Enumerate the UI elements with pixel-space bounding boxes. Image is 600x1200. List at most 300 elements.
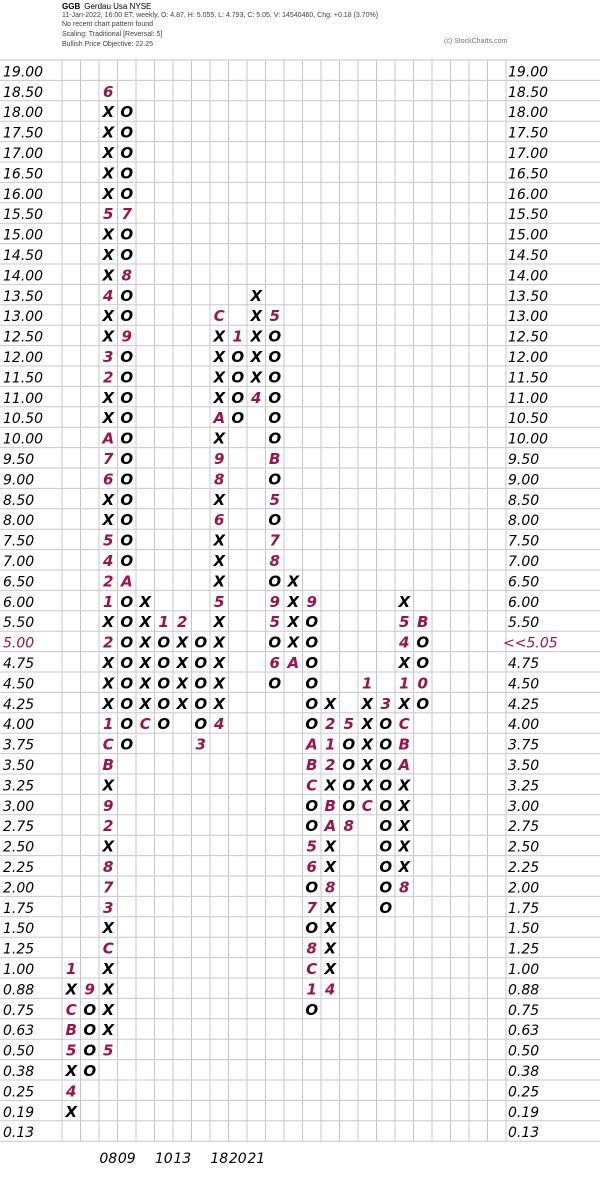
- y-axis-label-right: 6.50: [508, 574, 540, 591]
- x-box: X: [102, 327, 115, 346]
- y-axis-label-left: 2.50: [3, 839, 35, 856]
- month-marker: 1: [325, 735, 336, 754]
- y-axis-label-right: 3.00: [508, 798, 540, 815]
- month-marker: 5: [269, 613, 280, 632]
- month-marker: B: [306, 756, 318, 774]
- x-box: X: [324, 858, 337, 876]
- y-axis-label-left: 5.00: [3, 635, 35, 652]
- y-axis-label-right: 18.00: [508, 105, 549, 122]
- y-axis-label-right: 15.00: [508, 227, 549, 244]
- month-marker: 2: [325, 756, 336, 774]
- y-axis-label-right: 3.50: [508, 758, 540, 774]
- month-marker: 7: [103, 450, 114, 468]
- x-axis-year-label: 08: [99, 1151, 118, 1168]
- o-box: O: [120, 592, 134, 611]
- y-axis-label-left: 4.00: [3, 717, 35, 734]
- o-box: O: [268, 674, 282, 693]
- x-box: X: [102, 613, 115, 632]
- month-marker: 8: [306, 939, 317, 958]
- month-marker: 9: [269, 592, 280, 611]
- month-marker: 1: [362, 674, 373, 693]
- x-axis-year-label: 20: [228, 1151, 247, 1168]
- y-axis-label-right: 9.50: [508, 452, 540, 468]
- o-box: O: [379, 715, 393, 734]
- x-box: X: [102, 674, 115, 693]
- y-axis-label-left: 7.00: [3, 554, 35, 570]
- x-box: X: [102, 776, 115, 795]
- o-box: O: [342, 796, 356, 815]
- chart-quote-info: 11-Jan-2022, 16:00 ET, weekly, O: 4.87, H: 5.055, L: 4.793, C: 5.05, V: 14540460, Chg: +0.18 (3.70%): [62, 12, 379, 19]
- y-axis-label-right: 14.50: [508, 248, 549, 264]
- x-box: X: [213, 531, 226, 550]
- o-box: O: [120, 633, 134, 652]
- y-axis-label-right: 4.25: [508, 696, 540, 713]
- month-marker: 1: [103, 715, 114, 734]
- o-box: O: [194, 674, 208, 693]
- x-box: X: [213, 368, 226, 387]
- month-marker: 4: [66, 1082, 77, 1101]
- month-marker: 9: [306, 592, 317, 611]
- month-marker: 5: [66, 1041, 77, 1060]
- month-marker: C: [102, 735, 114, 754]
- o-box: O: [120, 552, 134, 570]
- x-box: X: [324, 960, 337, 978]
- y-axis-label-right: 19.00: [508, 64, 549, 81]
- month-marker: 7: [103, 878, 114, 897]
- y-axis-label-left: 17.00: [3, 146, 44, 162]
- y-axis-label-left: 19.00: [3, 64, 44, 81]
- month-marker: A: [213, 409, 226, 428]
- y-axis-label-left: 1.25: [3, 941, 35, 958]
- y-axis-label-right: 16.50: [508, 166, 549, 183]
- y-axis-label-right: 17.00: [508, 146, 549, 162]
- o-box: O: [120, 368, 134, 387]
- y-axis-label-left: 13.50: [3, 288, 44, 305]
- o-box: O: [305, 817, 319, 836]
- month-marker: 5: [343, 715, 354, 734]
- x-axis-year-label: 21: [247, 1151, 266, 1168]
- o-box: O: [120, 388, 134, 407]
- x-box: X: [213, 348, 226, 366]
- y-axis-label-left: 5.50: [3, 615, 35, 632]
- month-marker: 5: [399, 613, 410, 632]
- month-marker: 2: [103, 633, 114, 652]
- o-box: O: [231, 368, 245, 387]
- month-marker: B: [269, 450, 281, 468]
- x-box: X: [213, 327, 226, 346]
- y-axis-label-right: 0.63: [508, 1023, 540, 1040]
- month-marker: 8: [103, 858, 114, 876]
- y-axis-label-right: 0.13: [508, 1125, 540, 1142]
- x-box: X: [361, 756, 374, 774]
- o-box: O: [305, 919, 319, 938]
- y-axis-label-right: 10.00: [508, 431, 549, 448]
- x-box: X: [398, 858, 411, 876]
- y-axis-label-left: 6.50: [3, 574, 35, 591]
- o-box: O: [120, 511, 134, 530]
- x-box: X: [139, 674, 152, 693]
- y-axis-label-right: 2.50: [508, 839, 540, 856]
- month-marker: 9: [84, 980, 95, 999]
- chart-symbol: GGB: [62, 2, 81, 11]
- x-box: X: [102, 246, 115, 264]
- month-marker: A: [120, 572, 133, 591]
- y-axis-label-left: 2.25: [3, 860, 35, 876]
- o-box: O: [157, 654, 171, 672]
- y-axis-label-left: 3.50: [3, 758, 35, 774]
- x-box: X: [250, 286, 263, 305]
- y-axis-label-left: 16.50: [3, 166, 44, 183]
- x-box: X: [324, 694, 337, 713]
- y-axis-label-right: 1.25: [508, 941, 540, 958]
- o-box: O: [379, 776, 393, 795]
- o-box: O: [120, 103, 134, 122]
- y-axis-label-left: 0.25: [3, 1084, 35, 1101]
- x-box: X: [324, 919, 337, 938]
- y-axis-label-right: 11.00: [508, 390, 549, 407]
- x-box: X: [213, 429, 226, 448]
- y-axis-label-left: 18.50: [3, 84, 44, 101]
- month-marker: 3: [195, 735, 206, 754]
- x-box: X: [102, 409, 115, 428]
- y-axis-label-right: 1.75: [508, 900, 540, 917]
- y-axis-label-left: 11.00: [3, 390, 44, 407]
- x-box: X: [176, 674, 189, 693]
- o-box: O: [231, 388, 245, 407]
- y-axis-label-left: 0.13: [3, 1125, 35, 1142]
- o-box: O: [268, 572, 282, 591]
- o-box: O: [342, 776, 356, 795]
- o-box: O: [379, 837, 393, 856]
- y-axis-label-left: 14.00: [3, 268, 44, 285]
- y-axis-label-right: 0.38: [508, 1064, 540, 1080]
- y-axis-label-left: 2.00: [3, 880, 35, 897]
- x-box: X: [324, 898, 337, 917]
- chart-company-name: Gerdau Usa NYSE: [84, 2, 152, 11]
- o-box: O: [120, 144, 134, 162]
- month-marker: 2: [103, 817, 114, 836]
- x-box: X: [102, 919, 115, 938]
- month-marker: 6: [214, 511, 225, 530]
- o-box: O: [120, 735, 134, 754]
- month-marker: 5: [269, 490, 280, 509]
- x-box: X: [176, 694, 189, 713]
- y-axis-label-left: 8.00: [3, 513, 35, 530]
- month-marker: B: [398, 735, 410, 754]
- month-marker: 8: [121, 266, 132, 285]
- y-axis-label-right: 3.75: [508, 737, 540, 754]
- x-box: X: [139, 633, 152, 652]
- month-marker: 1: [232, 327, 243, 346]
- y-axis-label-left: 12.00: [3, 350, 44, 366]
- x-box: X: [287, 613, 300, 632]
- month-marker: 7: [121, 205, 132, 224]
- month-marker: C: [398, 715, 410, 734]
- x-box: X: [139, 694, 152, 713]
- o-box: O: [268, 327, 282, 346]
- y-axis-label-left: 3.75: [3, 737, 35, 754]
- month-marker: 8: [399, 878, 410, 897]
- y-axis-label-right: 8.50: [508, 492, 540, 509]
- o-box: O: [268, 429, 282, 448]
- o-box: O: [305, 715, 319, 734]
- month-marker: 0: [417, 674, 428, 693]
- month-marker: 4: [399, 633, 410, 652]
- x-box: X: [102, 144, 115, 162]
- o-box: O: [305, 878, 319, 897]
- x-box: X: [250, 348, 263, 366]
- o-box: O: [268, 348, 282, 366]
- y-axis-label-right: 16.00: [508, 186, 549, 203]
- x-box: X: [102, 103, 115, 122]
- x-axis-year-label: 09: [117, 1151, 136, 1168]
- y-axis-label-left: 0.38: [3, 1064, 35, 1080]
- month-marker: B: [324, 796, 336, 815]
- o-box: O: [268, 470, 282, 489]
- month-marker: 2: [103, 368, 114, 387]
- o-box: O: [268, 388, 282, 407]
- y-axis-label-left: 0.50: [3, 1043, 35, 1060]
- y-axis-label-right: 2.00: [508, 880, 540, 897]
- y-axis-label-left: 0.63: [3, 1023, 35, 1040]
- y-axis-label-right: 0.50: [508, 1043, 540, 1060]
- month-marker: A: [398, 756, 411, 774]
- month-marker: A: [287, 654, 300, 672]
- y-axis-label-right: 6.00: [508, 594, 540, 611]
- month-marker: 8: [325, 878, 336, 897]
- y-axis-label-right: 14.00: [508, 268, 549, 285]
- month-marker: 4: [251, 388, 262, 407]
- x-box: X: [65, 980, 78, 999]
- x-box: X: [102, 225, 115, 244]
- x-box: X: [324, 939, 337, 958]
- month-marker: 3: [380, 694, 391, 713]
- month-marker: 8: [343, 817, 354, 836]
- x-box: X: [102, 388, 115, 407]
- y-axis-label-right: 4.00: [508, 717, 540, 734]
- x-box: X: [213, 613, 226, 632]
- y-axis-label-right: 11.50: [508, 370, 549, 387]
- x-box: X: [398, 817, 411, 836]
- x-box: X: [213, 694, 226, 713]
- month-marker: B: [417, 613, 429, 632]
- month-marker: 1: [158, 613, 169, 632]
- o-box: O: [305, 1000, 319, 1019]
- y-axis-label-right: 0.88: [508, 982, 540, 999]
- o-box: O: [120, 307, 134, 326]
- o-box: O: [120, 613, 134, 632]
- month-marker: A: [305, 735, 318, 754]
- o-box: O: [120, 184, 134, 203]
- o-box: O: [305, 654, 319, 672]
- month-marker: A: [102, 429, 115, 448]
- y-axis-label-left: 2.75: [3, 819, 35, 836]
- y-axis-label-right: 7.00: [508, 554, 540, 570]
- y-axis-label-left: 4.50: [3, 676, 35, 693]
- x-axis-year-label: 10: [154, 1151, 173, 1168]
- y-axis-label-left: 6.00: [3, 594, 35, 611]
- x-box: X: [287, 572, 300, 591]
- y-axis-label-left: 8.50: [3, 492, 35, 509]
- y-axis-label-left: 13.00: [3, 309, 44, 326]
- o-box: O: [120, 450, 134, 468]
- x-axis-year-label: 13: [173, 1151, 192, 1168]
- o-box: O: [416, 694, 430, 713]
- month-marker: A: [324, 817, 337, 836]
- y-axis-label-left: 7.50: [3, 533, 35, 550]
- month-marker: B: [102, 756, 114, 774]
- o-box: O: [194, 654, 208, 672]
- x-box: X: [102, 837, 115, 856]
- y-axis-label-left: 0.19: [3, 1104, 35, 1121]
- o-box: O: [157, 715, 171, 734]
- y-axis-label-right: 9.00: [508, 472, 540, 489]
- o-box: O: [83, 1062, 97, 1080]
- o-box: O: [416, 633, 430, 652]
- x-box: X: [102, 1021, 115, 1040]
- month-marker: 5: [103, 531, 114, 550]
- y-axis-label-left: 3.00: [3, 798, 35, 815]
- y-axis-label-right: 3.25: [508, 778, 540, 795]
- o-box: O: [379, 756, 393, 774]
- x-box: X: [324, 776, 337, 795]
- month-marker: 9: [121, 327, 132, 346]
- y-axis-label-right: 0.25: [508, 1084, 540, 1101]
- month-marker: C: [102, 939, 114, 958]
- y-axis-label-right: 12.00: [508, 350, 549, 366]
- month-marker: 9: [214, 450, 225, 468]
- o-box: O: [120, 286, 134, 305]
- y-axis-label-left: 1.50: [3, 921, 35, 938]
- x-box: X: [102, 490, 115, 509]
- o-box: O: [120, 694, 134, 713]
- o-box: O: [194, 694, 208, 713]
- chart-scaling-note: Scaling: Traditional [Reversal: 5]: [62, 31, 163, 38]
- month-marker: C: [306, 960, 318, 978]
- o-box: O: [379, 796, 393, 815]
- x-box: X: [361, 715, 374, 734]
- o-box: O: [83, 1021, 97, 1040]
- x-box: X: [176, 633, 189, 652]
- copyright-label: (c) StockCharts.com: [444, 38, 508, 45]
- month-marker: 7: [306, 898, 317, 917]
- x-box: X: [139, 654, 152, 672]
- x-box: X: [361, 776, 374, 795]
- y-axis-label-right: 7.50: [508, 533, 540, 550]
- month-marker: 8: [269, 552, 280, 570]
- o-box: O: [268, 409, 282, 428]
- month-marker: 2: [177, 613, 188, 632]
- month-marker: 4: [103, 286, 114, 305]
- o-box: O: [120, 674, 134, 693]
- x-box: X: [139, 613, 152, 632]
- y-axis-label-left: 4.75: [3, 656, 35, 672]
- o-box: O: [231, 409, 245, 428]
- y-axis-label-left: 0.75: [3, 1002, 35, 1019]
- y-axis-label-left: 3.25: [3, 778, 35, 795]
- y-axis-label-right: 2.25: [508, 860, 540, 876]
- x-box: X: [250, 368, 263, 387]
- o-box: O: [268, 368, 282, 387]
- month-marker: 5: [269, 307, 280, 326]
- y-axis-label-right: 4.75: [508, 656, 540, 672]
- o-box: O: [379, 735, 393, 754]
- o-box: O: [305, 633, 319, 652]
- month-marker: 4: [103, 552, 114, 570]
- o-box: O: [157, 633, 171, 652]
- o-box: O: [157, 694, 171, 713]
- month-marker: 5: [103, 205, 114, 224]
- x-box: X: [102, 654, 115, 672]
- y-axis-label-right: 13.50: [508, 288, 549, 305]
- o-box: O: [120, 715, 134, 734]
- y-axis-label-right: 10.50: [508, 411, 549, 428]
- x-box: X: [287, 592, 300, 611]
- x-box: X: [398, 654, 411, 672]
- o-box: O: [120, 246, 134, 264]
- month-marker: B: [65, 1021, 77, 1040]
- x-box: X: [213, 388, 226, 407]
- month-marker: 1: [306, 980, 317, 999]
- x-box: X: [176, 654, 189, 672]
- o-box: O: [120, 123, 134, 142]
- y-axis-label-right: 15.50: [508, 207, 549, 224]
- y-axis-label-right: 18.50: [508, 84, 549, 101]
- y-axis-label-left: 15.00: [3, 227, 44, 244]
- y-axis-label-left: 12.50: [3, 329, 44, 346]
- x-box: X: [250, 307, 263, 326]
- y-axis-label-right: 1.00: [508, 962, 540, 978]
- x-box: X: [213, 674, 226, 693]
- y-axis-label-left: 10.00: [3, 431, 44, 448]
- month-marker: 6: [103, 82, 114, 101]
- month-marker: 1: [103, 592, 114, 611]
- month-marker: 5: [214, 592, 225, 611]
- chart-price-objective: Bullish Price Objective: 22.25: [62, 41, 154, 48]
- month-marker: 6: [269, 654, 280, 672]
- x-box: X: [213, 633, 226, 652]
- x-box: X: [102, 694, 115, 713]
- x-box: X: [398, 592, 411, 611]
- month-marker: 6: [306, 858, 317, 876]
- y-axis-label-left: 0.88: [3, 982, 35, 999]
- month-marker: C: [139, 715, 151, 734]
- x-box: X: [398, 837, 411, 856]
- o-box: O: [231, 348, 245, 366]
- o-box: O: [379, 858, 393, 876]
- month-marker: 4: [325, 980, 336, 999]
- month-marker: 3: [103, 348, 114, 366]
- x-box: X: [102, 1000, 115, 1019]
- x-box: X: [213, 552, 226, 570]
- o-box: O: [120, 654, 134, 672]
- o-box: O: [120, 470, 134, 489]
- x-box: X: [213, 490, 226, 509]
- o-box: O: [268, 511, 282, 530]
- y-axis-label-right: 17.50: [508, 125, 549, 142]
- month-marker: 3: [103, 898, 114, 917]
- y-axis-label-right: 0.19: [508, 1104, 540, 1121]
- month-marker: 9: [103, 796, 114, 815]
- y-axis-label-right: 5.50: [508, 615, 540, 632]
- o-box: O: [120, 531, 134, 550]
- o-box: O: [120, 429, 134, 448]
- y-axis-label-right: 13.00: [508, 309, 549, 326]
- y-axis-label-left: 9.00: [3, 472, 35, 489]
- y-axis-label-left: 9.50: [3, 452, 35, 468]
- o-box: O: [305, 796, 319, 815]
- o-box: O: [120, 225, 134, 244]
